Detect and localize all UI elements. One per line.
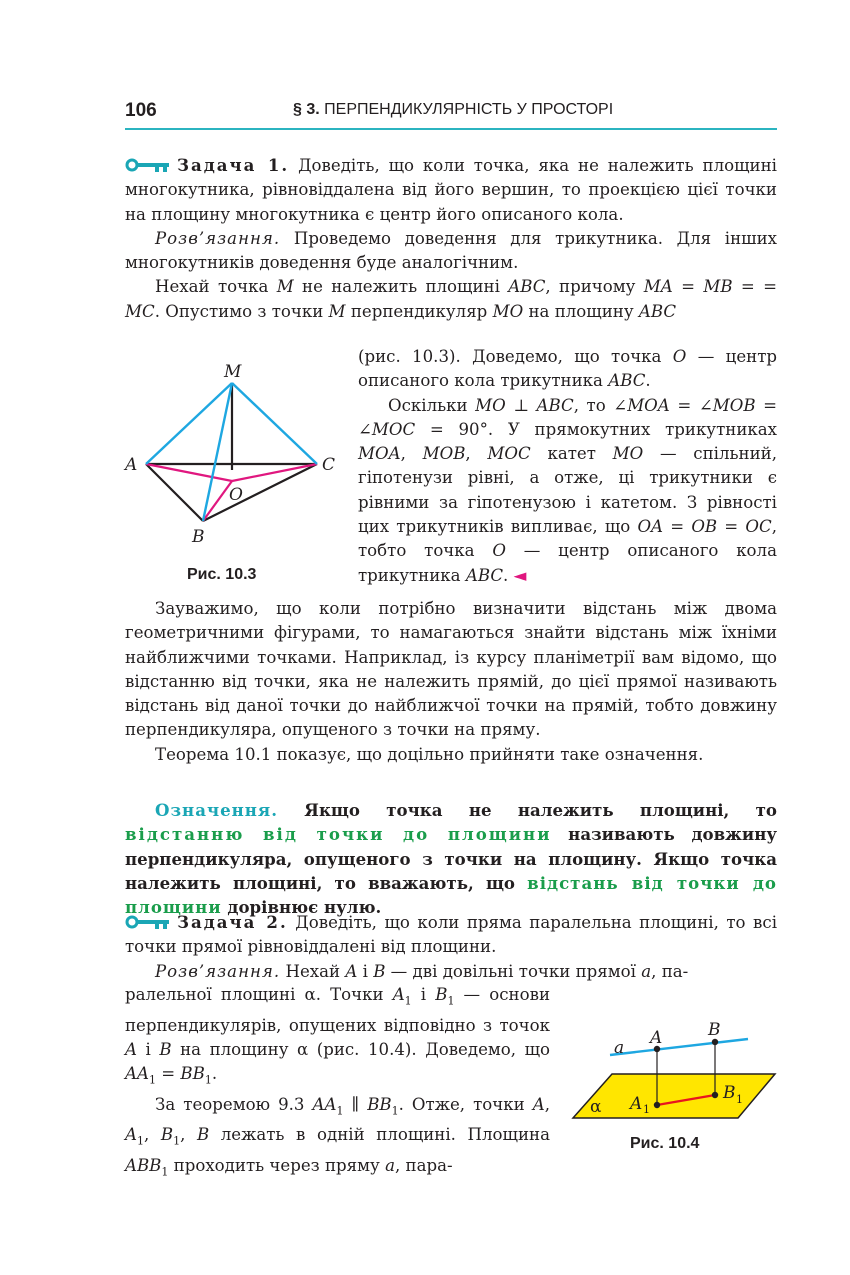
middle-block [125,597,777,767]
proof-paragraph: Оскільки MO ⊥ ABC, то ∠MOA = ∠MOB = ∠MOC = 90°. У прямокутних трикутниках MOA, MOB, MOC катет MO — спільний, гіпотенузи рівні, а отже, ці трикутники є рівними за гіпотенузою і катетом. З рівності цих трикутників випливає, що OA = OB = OC, тобто точка O — центр описаного кола трикутника ABC. ◄ [358,395,778,585]
solution1-text: Проведемо доведення для трикутника. Для інших многокутників доведення буде аналогічним. [125,228,777,273]
label-A: A [650,1028,663,1048]
label-A1-sub: 1 [643,1103,650,1116]
definition-term-1: відстанню від точки до площини [125,824,552,845]
section-mark: § 3. [293,101,320,118]
label-a: a [614,1038,625,1058]
task2-label: Задача 2. [177,912,288,932]
header-rule [125,128,777,130]
label-B1: B [723,1083,736,1103]
label-B1-sub: 1 [736,1093,743,1106]
point-A1 [654,1102,660,1108]
label-M: M [224,362,242,382]
task2-text: Доведіть, що коли пряма паралельна площині, то всі точки прямої рівновіддалені від площини. [125,913,777,957]
key-icon [125,915,171,929]
proof-column [358,345,777,588]
note-paragraph: Зауважимо, що коли потрібно визначити відстань між двома геометричними фігурами, то намагаються знайти відстань між їхніми найближчими точками. Наприклад, із курсу планіметрії вам відомо, що відстанню від точки, яка не належить прямій, до цієї прямої називають відстань від даної точки до найближчої точки на прямій, тобто довжину перпендикуляра, опущеного з точки на пряму. [125,599,777,740]
solution2-paragraph: ралельної площині α. Точки $A_1$ і $B_1$ — основи перпендикулярів, опущених відповідно з точок A і B на площину α (рис. 10.4). Доведемо, що $AA_1 = BB_1$. [125,985,551,1087]
label-O: O [229,485,243,505]
definition-block: Означення. Якщо точка не належить площині, то відстанню від точки до площини називають довжину перпендикуляра, опущеного з точки на площину. Якщо точка належить площині, то вважають, що відстань від точки до площини дорівнює нулю. [125,800,778,918]
end-of-proof-icon: ◄ [513,565,527,585]
label-alpha: α [590,1097,602,1117]
intro-paragraph: Нехай точка M не належить площині ABC, причому MA = MB = = MC. Опустимо з точки M перпендикуляр MO на площину ABC [125,277,778,321]
solution2-label: Розв’язання. [155,961,281,981]
definition-term-2: відстань від точки до площини [125,872,778,918]
line-a [610,1039,748,1055]
solution2-first-line: Розв’язання. Нехай A і B — дві довільні точки прямої a, па- [155,961,689,981]
task2-left-column [125,983,550,1185]
definition-label: Означення. [155,800,278,820]
segment-OC [232,464,317,481]
theorem-paragraph: Теорема 10.1 показує, що доцільно прийняти таке означення. [155,744,704,764]
edge-MC [232,383,317,464]
label-B: B [708,1020,721,1040]
section-title: ПЕРПЕНДИКУЛЯРНІСТЬ У ПРОСТОРІ [324,101,614,118]
point-B1 [712,1092,718,1098]
task1-text: Доведіть, що коли точка, яка не належить площині многокутника, рівновіддалена від його вершин, то проекцією цієї точки на площину многокутника є центр його описаного кола. [125,156,777,224]
label-A1: A [630,1094,643,1114]
task2-block [125,910,777,984]
figure-10-4-caption: Рис. 10.4 [630,1135,700,1152]
label-A: A [125,455,138,475]
section-header [293,101,613,119]
task1-block [125,153,777,324]
page-number: 106 [125,100,157,121]
edge-MA [146,383,232,464]
figure-10-3-caption: Рис. 10.3 [187,566,257,583]
intro-continuation: (рис. 10.3). Доведемо, що точка O — центр описаного кола трикутника ABC. [358,347,778,391]
segment-BC [203,464,317,521]
plane-alpha [573,1074,775,1118]
task1-label: Задача 1. [177,155,290,175]
label-B: B [192,527,205,547]
solution1-label: Розв’язання. [155,228,281,248]
figure-10-3 [115,355,350,555]
key-icon [125,158,171,172]
figure-10-4 [568,1012,783,1127]
label-C: C [322,455,336,475]
last-paragraph: За теоремою 9.3 $AA_1$ ∥ $BB_1$. Отже, точки A, $A_1$, $B_1$, B лежать в одній площині. Площина $ABB_1$ проходить через пряму a, пара- [125,1094,550,1179]
